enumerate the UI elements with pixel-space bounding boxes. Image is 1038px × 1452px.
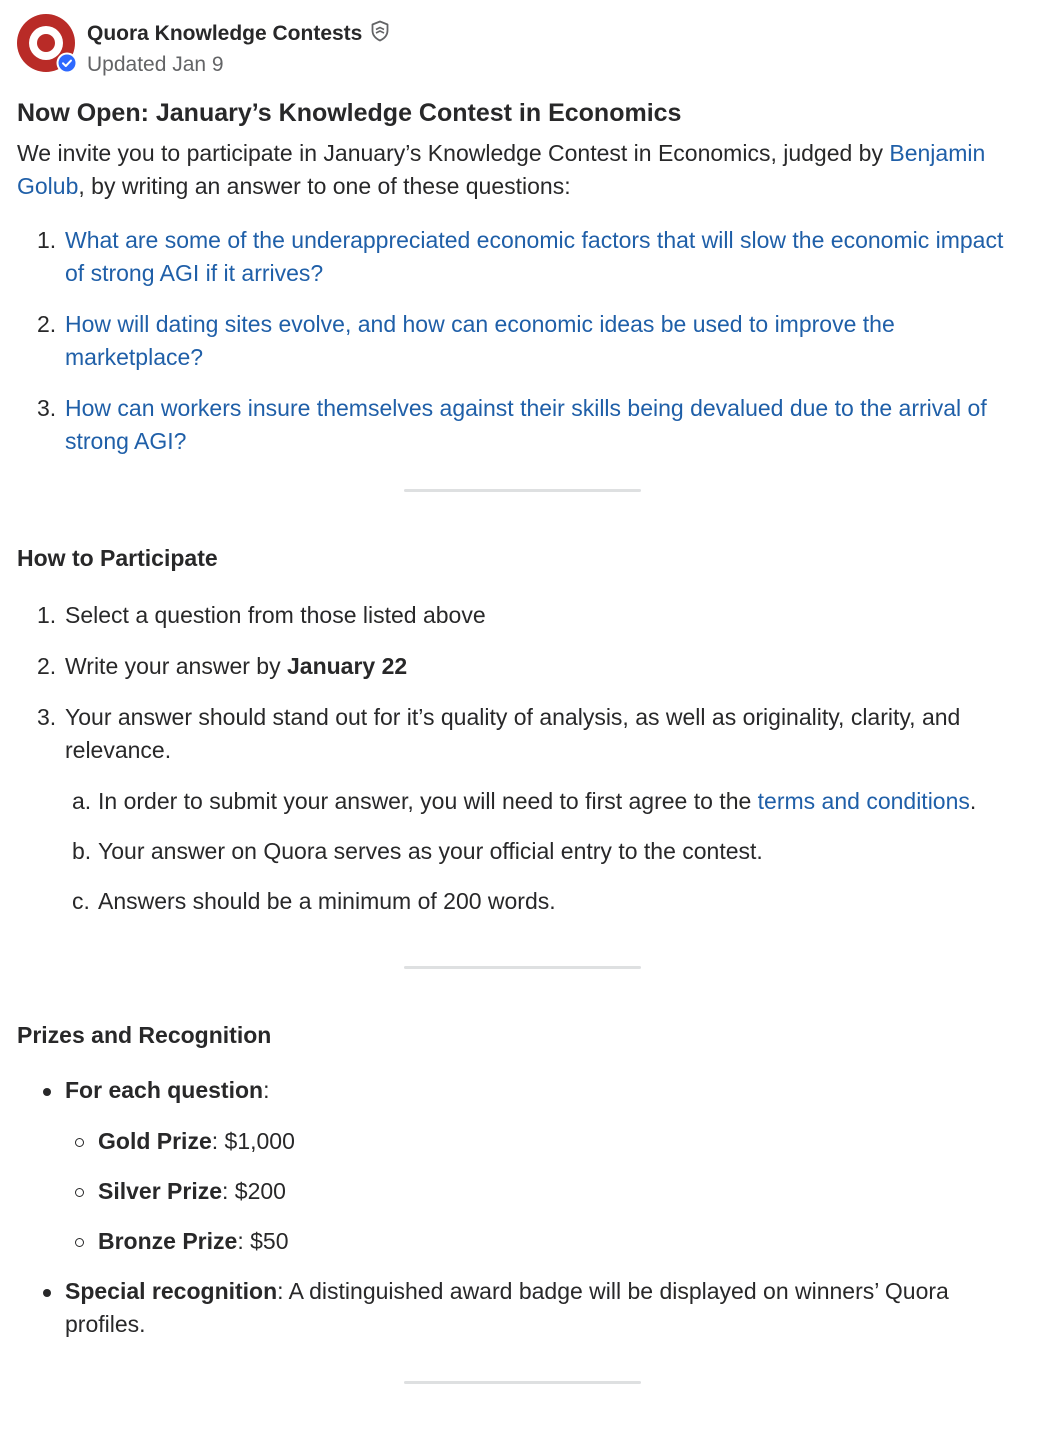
prize-value: : $1,000 bbox=[211, 1128, 295, 1154]
prize-label: Special recognition bbox=[65, 1278, 278, 1304]
intro-text-end: , by writing an answer to one of these questions: bbox=[78, 173, 571, 199]
judge-link[interactable]: Benjamin Golub bbox=[17, 140, 986, 199]
step-text: Write your answer by bbox=[65, 653, 287, 679]
question-item bbox=[17, 392, 1017, 458]
list-number: 2. bbox=[37, 311, 57, 337]
list-number: 1. bbox=[37, 602, 57, 628]
list-letter: b. bbox=[72, 838, 92, 864]
prize-label: For each question bbox=[65, 1077, 264, 1103]
prizes-list bbox=[17, 1074, 1017, 1107]
participate-heading: How to Participate bbox=[17, 545, 218, 571]
deadline-date: January 22 bbox=[286, 653, 408, 679]
verified-badge-icon bbox=[56, 52, 78, 74]
prize-value: : $50 bbox=[237, 1228, 289, 1254]
step-item bbox=[17, 701, 1017, 767]
bullet bbox=[75, 1238, 84, 1247]
prize-label: Bronze Prize bbox=[98, 1228, 238, 1254]
intro-text: We invite you to participate in January’s Knowledge Contest in Economics, judged by bbox=[17, 140, 890, 166]
substep-text-end: . bbox=[969, 788, 977, 814]
terms-link[interactable]: terms and conditions bbox=[757, 788, 970, 814]
participate-steps bbox=[17, 599, 1017, 767]
question-list bbox=[17, 224, 1017, 458]
substep-item bbox=[17, 785, 1017, 818]
substep-text: Answers should be a minimum of 200 words. bbox=[98, 888, 556, 914]
author-info bbox=[87, 14, 390, 78]
prize-tier bbox=[17, 1175, 1017, 1208]
updated-timestamp[interactable]: Updated Jan 9 bbox=[87, 53, 224, 76]
substep-text: Your answer on Quora serves as your official entry to the contest. bbox=[98, 838, 763, 864]
prize-value: : $200 bbox=[222, 1178, 286, 1204]
prize-tier bbox=[17, 1125, 1017, 1158]
substep-text: In order to submit your answer, you will need to first agree to the bbox=[98, 788, 758, 814]
prizes-heading: Prizes and Recognition bbox=[17, 1022, 272, 1048]
list-number: 3. bbox=[37, 704, 57, 730]
question-item bbox=[17, 308, 1017, 374]
prize-label: Silver Prize bbox=[98, 1178, 223, 1204]
avatar[interactable] bbox=[17, 14, 75, 72]
list-number: 3. bbox=[37, 395, 57, 421]
question-link-2[interactable]: How will dating sites evolve, and how can economic ideas be used to improve the marketplace? bbox=[65, 311, 895, 370]
prize-text: : bbox=[263, 1077, 270, 1103]
question-link-3[interactable]: How can workers insure themselves against their skills being devalued due to the arrival of strong AGI? bbox=[65, 395, 987, 454]
list-number: 2. bbox=[37, 653, 57, 679]
prize-tiers-list bbox=[17, 1125, 1017, 1258]
recognition-list bbox=[17, 1275, 1017, 1341]
author-name[interactable]: Quora Knowledge Contests bbox=[87, 21, 363, 45]
bullet bbox=[75, 1138, 84, 1147]
step-item bbox=[17, 650, 1017, 683]
step-text: Your answer should stand out for it’s quality of analysis, as well as originality, clarity, and relevance. bbox=[65, 704, 961, 763]
prize-item bbox=[17, 1275, 1017, 1341]
list-number: 1. bbox=[37, 227, 57, 253]
list-letter: c. bbox=[72, 888, 90, 914]
substep-item bbox=[17, 885, 1017, 918]
post-title: Now Open: January’s Knowledge Contest in Economics bbox=[17, 99, 682, 127]
section-divider bbox=[404, 966, 641, 969]
list-letter: a. bbox=[72, 788, 92, 814]
section-divider bbox=[404, 489, 641, 492]
prize-tier bbox=[17, 1225, 1017, 1258]
bullet bbox=[75, 1188, 84, 1197]
shield-icon bbox=[370, 20, 390, 47]
prize-label: Gold Prize bbox=[98, 1128, 212, 1154]
intro-paragraph bbox=[17, 137, 1017, 203]
prize-text: : A distinguished award badge will be displayed on winners’ Quora profiles. bbox=[65, 1278, 949, 1337]
prize-item bbox=[17, 1074, 1017, 1107]
post-container bbox=[17, 14, 1017, 1384]
bullet bbox=[43, 1289, 51, 1297]
participate-substeps bbox=[17, 785, 1017, 918]
step-item bbox=[17, 599, 1017, 632]
post-header bbox=[17, 14, 1017, 76]
section-divider bbox=[404, 1381, 641, 1384]
question-link-1[interactable]: What are some of the underappreciated economic factors that will slow the economic impact of strong AGI if it arrives? bbox=[65, 227, 1004, 286]
substep-item bbox=[17, 835, 1017, 868]
question-item bbox=[17, 224, 1017, 290]
step-text: Select a question from those listed above bbox=[65, 602, 486, 628]
bullet bbox=[43, 1088, 51, 1096]
